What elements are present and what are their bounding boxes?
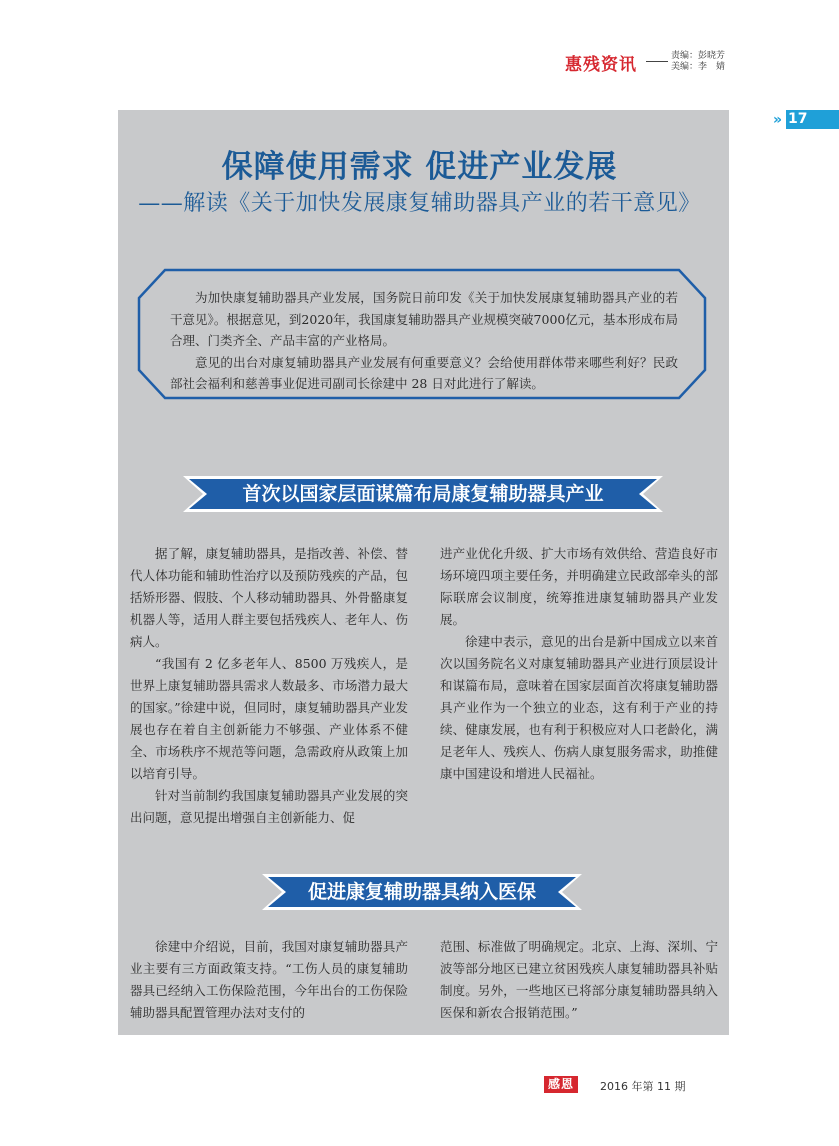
paragraph: “我国有 2 亿多老年人、8500 万残疾人，是世界上康复辅助器具需求人数最多、市场潜力最大的国家。”徐建中说，但同时，康复辅助器具产业发展也存在着自主创新能力不够强、产业体系不健全、市场秩序不规范等问题，急需政府从政策上加以培育引导。 bbox=[130, 656, 408, 781]
article-title: 保障使用需求 促进产业发展 bbox=[221, 149, 618, 185]
editor-credit: 责编：彭晓芳 bbox=[671, 51, 726, 61]
paragraph: 徐建中表示，意见的出台是新中国成立以来首次以国务院名义对康复辅助器具产业进行顶层设计和谋篇布局，意味着在国家层面首次将康复辅助器具产业作为一个独立的业态，这有利于产业的持续、健康发展，也有利于积极应对人口老龄化，满足老年人、残疾人、伤病人康复服务需求，助推健康中国建设和增进人民福祉。 bbox=[440, 634, 718, 781]
section-banner bbox=[183, 476, 663, 512]
paragraph-continued: 范围、标准做了明确规定。北京、上海、深圳、宁波等部分地区已建立贫困残疾人康复辅助器具补贴制度。另外，一些地区已将部分康复辅助器具纳入医保和新农合报销范围。” bbox=[440, 939, 718, 1020]
editor-credits bbox=[671, 51, 725, 73]
chevron-right-icon: » bbox=[773, 112, 783, 128]
issue-label: 2016 年第 11 期 bbox=[600, 1080, 686, 1093]
article-subtitle: ——解读《关于加快发展康复辅助器具产业的若干意见》 bbox=[138, 191, 701, 216]
paragraph: 徐建中介绍说，目前，我国对康复辅助器具产业主要有三方面政策支持。“工伤人员的康复辅助器具已经纳入工伤保险范围，今年出台的工伤保险辅助器具配置管理办法对支付的 bbox=[130, 939, 408, 1020]
intro-text bbox=[170, 287, 678, 395]
section-title: 惠残资讯 bbox=[565, 55, 637, 75]
intro-paragraph: 为加快康复辅助器具产业发展，国务院日前印发《关于加快发展康复辅助器具产业的若干意见》。根据意见，到2020年，我国康复辅助器具产业规模突破7000亿元，基本形成布局合理、门类齐全、产品丰富的产业格局。 bbox=[170, 290, 678, 348]
paragraph: 据了解，康复辅助器具，是指改善、补偿、替代人体功能和辅助性治疗以及预防残疾的产品，包括矫形器、假肢、个人移动辅助器具、外骨骼康复机器人等，适用人群主要包括残疾人、老年人、伤病人。 bbox=[130, 546, 408, 649]
page-number: 17 bbox=[786, 110, 839, 129]
column-left bbox=[130, 543, 408, 829]
paragraph: 针对当前制约我国康复辅助器具产业发展的突出问题，意见提出增强自主创新能力、促 bbox=[130, 788, 408, 825]
header-divider bbox=[646, 61, 668, 62]
column-left bbox=[130, 936, 408, 1024]
column-right bbox=[440, 936, 718, 1024]
paragraph-continued: 进产业优化升级、扩大市场有效供给、营造良好市场环境四项主要任务，并明确建立民政部牵头的部际联席会议制度，统筹推进康复辅助器具产业发展。 bbox=[440, 546, 718, 627]
section-banner bbox=[262, 874, 582, 910]
column-right bbox=[440, 543, 718, 785]
section-heading: 促进康复辅助器具纳入医保 bbox=[307, 881, 536, 903]
art-editor-credit: 美编：李 婧 bbox=[671, 62, 726, 72]
section-heading: 首次以国家层面谋篇布局康复辅助器具产业 bbox=[242, 483, 604, 505]
intro-paragraph: 意见的出台对康复辅助器具产业发展有何重要意义？会给使用群体带来哪些利好？民政部社会福利和慈善事业促进司副司长徐建中 28 日对此进行了解读。 bbox=[170, 354, 678, 391]
magazine-logo: 感恩 bbox=[544, 1076, 578, 1093]
